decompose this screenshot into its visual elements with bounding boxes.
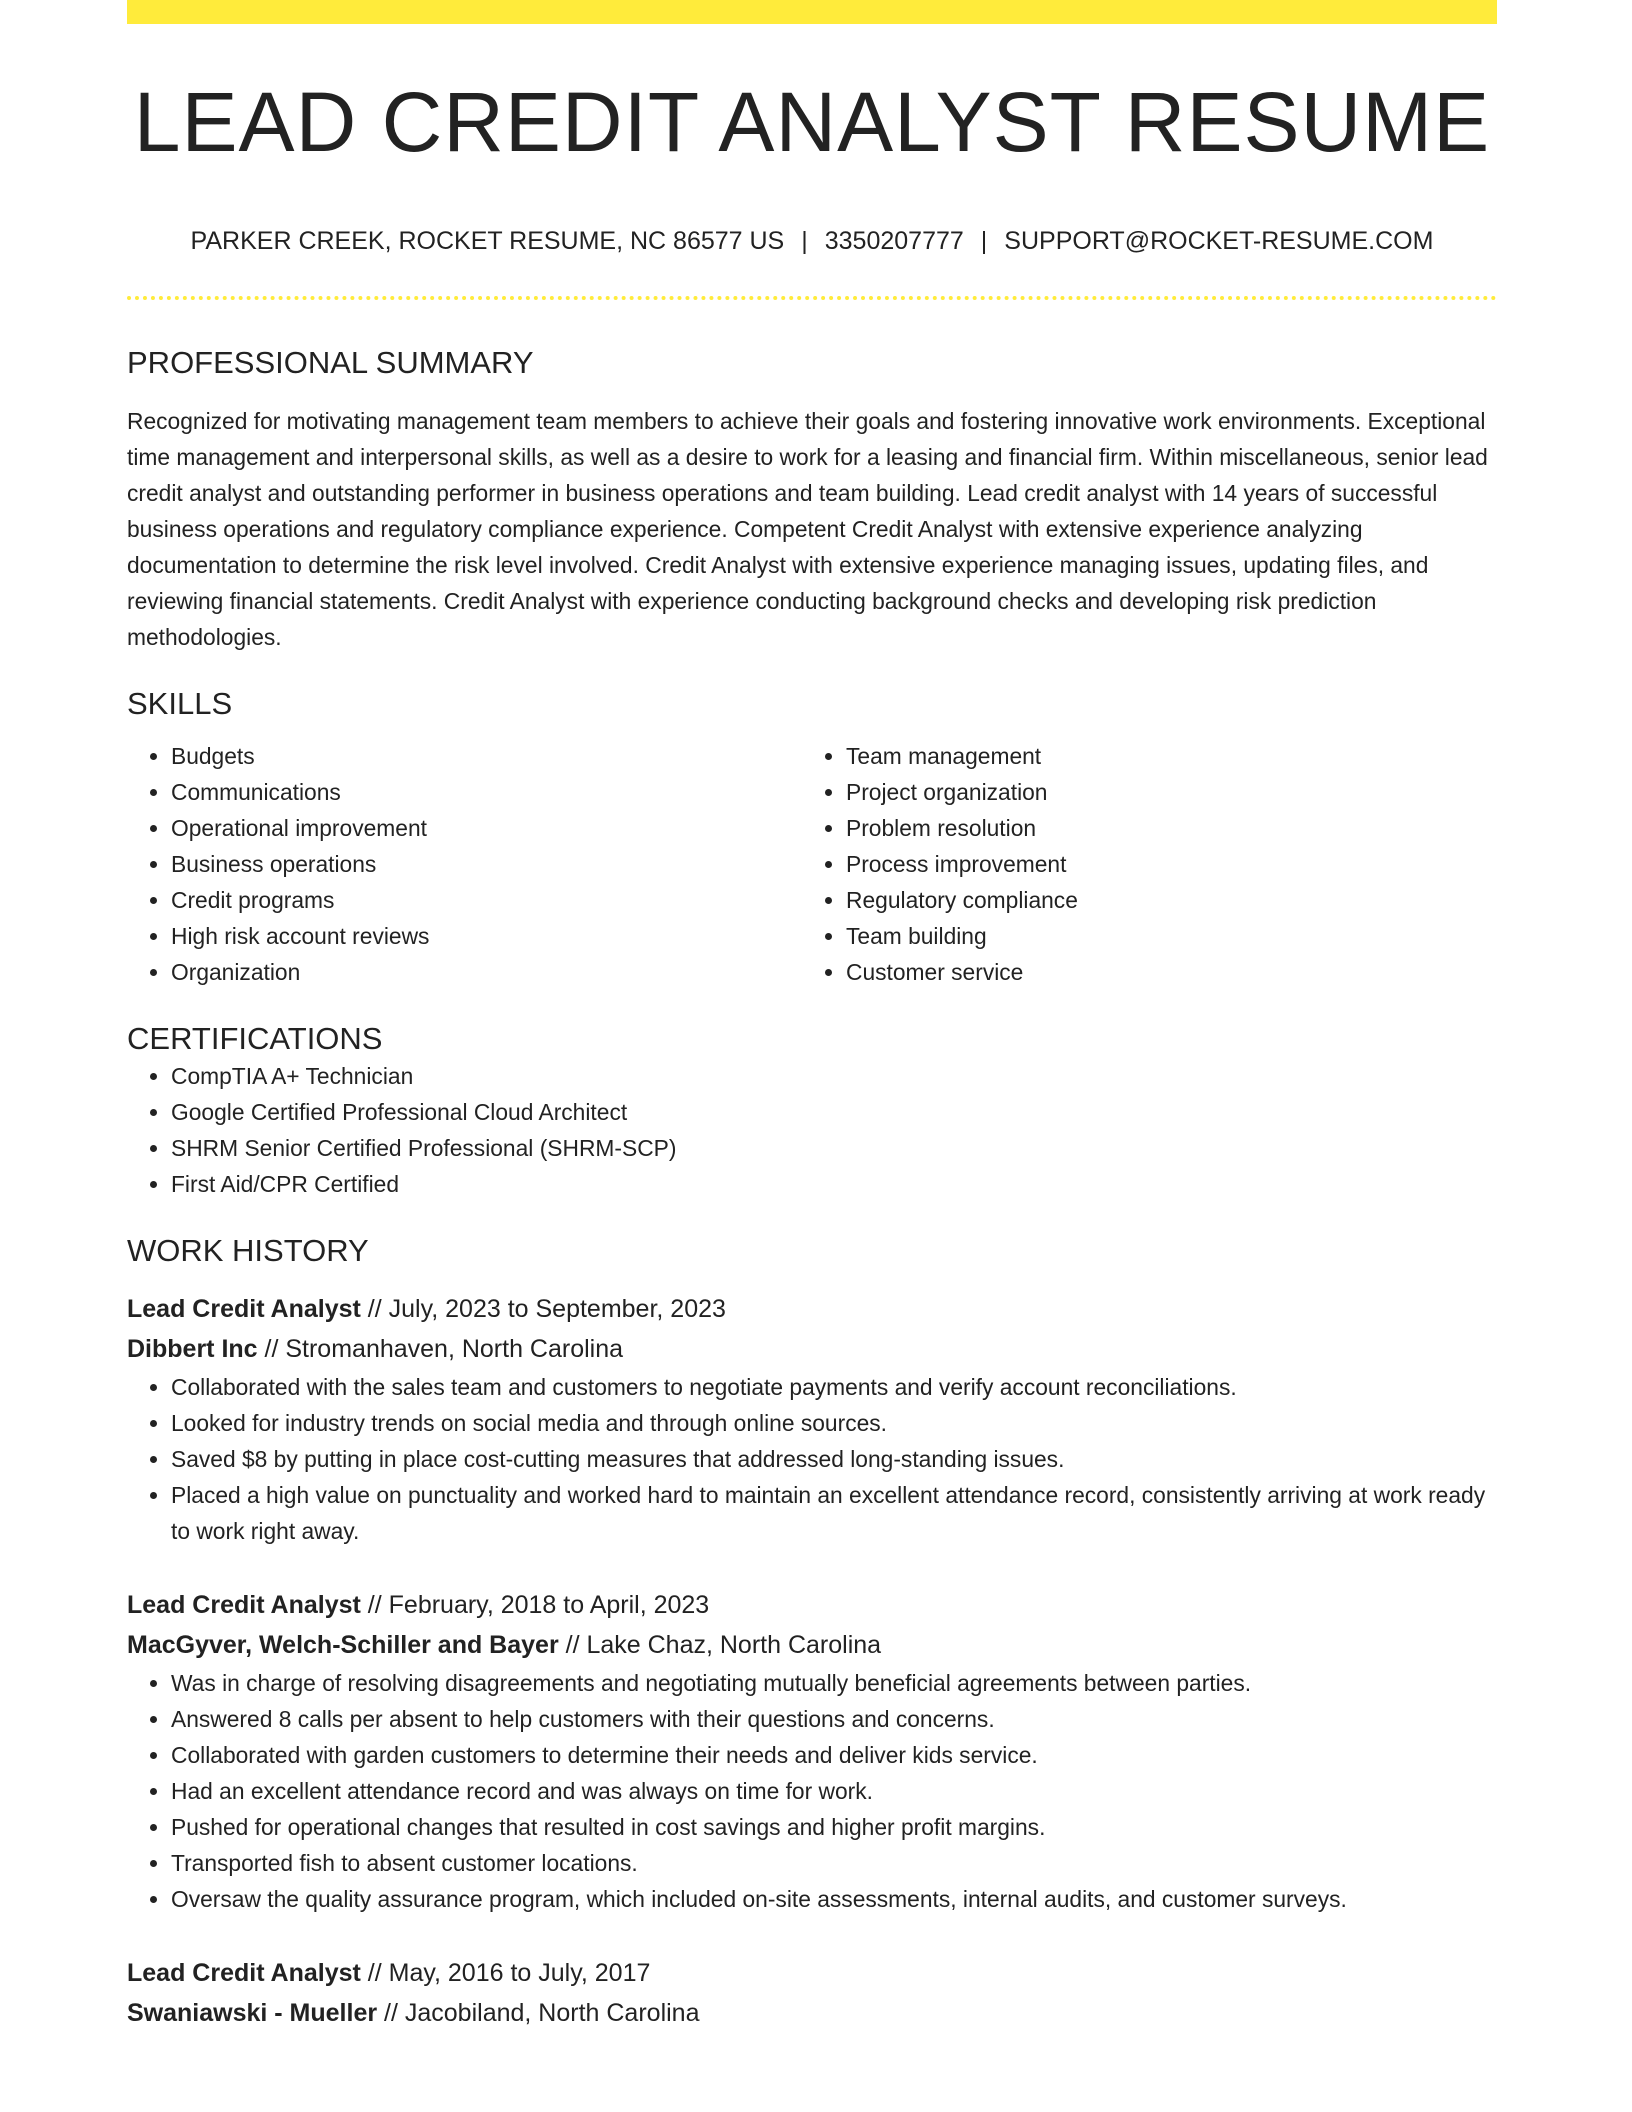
work-history-heading: WORK HISTORY [127, 1232, 369, 1268]
certification-item: • First Aid/CPR Certified [171, 1166, 1497, 1202]
skills-column-right [802, 738, 1477, 990]
job-bullet: • Collaborated with garden customers to determine their needs and deliver kids service. [171, 1737, 1497, 1773]
summary-heading: PROFESSIONAL SUMMARY [127, 345, 534, 380]
skill-item: • Customer service [846, 954, 1477, 990]
skill-item: • Regulatory compliance [846, 882, 1477, 918]
job-bullets [127, 1665, 1497, 1917]
job-title: Lead Credit Analyst [127, 1590, 361, 1619]
job-company: Dibbert Inc [127, 1334, 258, 1363]
certifications-heading: CERTIFICATIONS [127, 1021, 383, 1057]
contact-line [127, 226, 1497, 256]
contact-separator: | [980, 227, 988, 255]
job-bullet: • Had an excellent attendance record and was always on time for work. [171, 1773, 1497, 1809]
job-entry [127, 1953, 1497, 2033]
job-dates: // February, 2018 to April, 2023 [360, 1590, 710, 1619]
job-title-line [127, 1585, 1497, 1625]
skills-list-right [802, 738, 1477, 990]
job-dates: // July, 2023 to September, 2023 [360, 1294, 726, 1323]
skill-item: • High risk account reviews [171, 918, 802, 954]
skills-list-left [127, 738, 802, 990]
skill-item: • Problem resolution [846, 810, 1477, 846]
job-bullet: • Collaborated with the sales team and customers to negotiate payments and verify account reconciliations. [171, 1369, 1497, 1405]
skill-item: • Business operations [171, 846, 802, 882]
summary-text: Recognized for motivating management team members to achieve their goals and fostering innovative work environments. Exceptional time management and interpersonal skills, as well as a desire to work for a leasing and financial firm. Within miscellaneous, senior lead credit analyst and outstanding performer in business operations and team building. Lead credit analyst with 14 years of successful business operations and regulatory compliance experience. Competent Credit Analyst with extensive experience analyzing documentation to determine the risk level involved. Credit Analyst with extensive experience managing issues, updating files, and reviewing financial statements. Credit Analyst with experience conducting background checks and developing risk prediction methodologies. [127, 408, 1488, 651]
job-bullet: • Looked for industry trends on social media and through online sources. [171, 1405, 1497, 1441]
job-bullets [127, 1369, 1497, 1549]
skill-item: • Process improvement [846, 846, 1477, 882]
job-bullet: • Pushed for operational changes that resulted in cost savings and higher profit margins. [171, 1809, 1497, 1845]
job-company: MacGyver, Welch-Schiller and Bayer [127, 1630, 559, 1659]
certification-item: • CompTIA A+ Technician [171, 1058, 1497, 1094]
resume-page [127, 0, 1497, 2033]
job-company-line [127, 1993, 1497, 2033]
resume-title: LEAD CREDIT ANALYST RESUME [133, 75, 1491, 169]
job-bullet: • Oversaw the quality assurance program, which included on-site assessments, internal audits, and customer surveys. [171, 1881, 1497, 1917]
job-entry [127, 1585, 1497, 1917]
skill-item: • Team management [846, 738, 1477, 774]
skill-item: • Budgets [171, 738, 802, 774]
job-bullet: • Answered 8 calls per absent to help customers with their questions and concerns. [171, 1701, 1497, 1737]
skills-columns [127, 738, 1497, 990]
job-bullet: • Placed a high value on punctuality and worked hard to maintain an excellent attendance record, consistently arriving at work ready to work right away. [171, 1477, 1497, 1549]
certifications-list [127, 1058, 1497, 1202]
skill-item: • Credit programs [171, 882, 802, 918]
contact-address: PARKER CREEK, ROCKET RESUME, NC 86577 US [190, 227, 785, 255]
job-dates: // May, 2016 to July, 2017 [360, 1958, 651, 1987]
skill-item: • Operational improvement [171, 810, 802, 846]
skill-item: • Organization [171, 954, 802, 990]
accent-bar [127, 0, 1497, 24]
job-bullet: • Was in charge of resolving disagreements and negotiating mutually beneficial agreements between parties. [171, 1665, 1497, 1701]
contact-phone: 3350207777 [824, 227, 964, 255]
skill-item: • Project organization [846, 774, 1477, 810]
certification-item: • SHRM Senior Certified Professional (SHRM-SCP) [171, 1130, 1497, 1166]
job-title: Lead Credit Analyst [127, 1958, 361, 1987]
skill-item: • Team building [846, 918, 1477, 954]
contact-separator: | [801, 227, 808, 255]
job-title-line [127, 1953, 1497, 1993]
job-company-line [127, 1625, 1497, 1665]
job-location: // Jacobiland, North Carolina [377, 1998, 700, 2027]
job-company-line [127, 1329, 1497, 1369]
certification-item: • Google Certified Professional Cloud Architect [171, 1094, 1497, 1130]
job-title: Lead Credit Analyst [127, 1294, 361, 1323]
job-title-line [127, 1289, 1497, 1329]
job-bullet: • Transported fish to absent customer locations. [171, 1845, 1497, 1881]
dotted-divider [127, 296, 1497, 300]
job-company: Swaniawski - Mueller [127, 1998, 378, 2027]
contact-email: SUPPORT@ROCKET-RESUME.COM [1004, 227, 1434, 255]
job-location: // Lake Chaz, North Carolina [558, 1630, 882, 1659]
skills-heading: SKILLS [127, 686, 233, 722]
skill-item: • Communications [171, 774, 802, 810]
skills-column-left [127, 738, 802, 990]
job-entry [127, 1289, 1497, 1549]
job-bullet: • Saved $8 by putting in place cost-cutting measures that addressed long-standing issues. [171, 1441, 1497, 1477]
job-location: // Stromanhaven, North Carolina [257, 1334, 624, 1363]
